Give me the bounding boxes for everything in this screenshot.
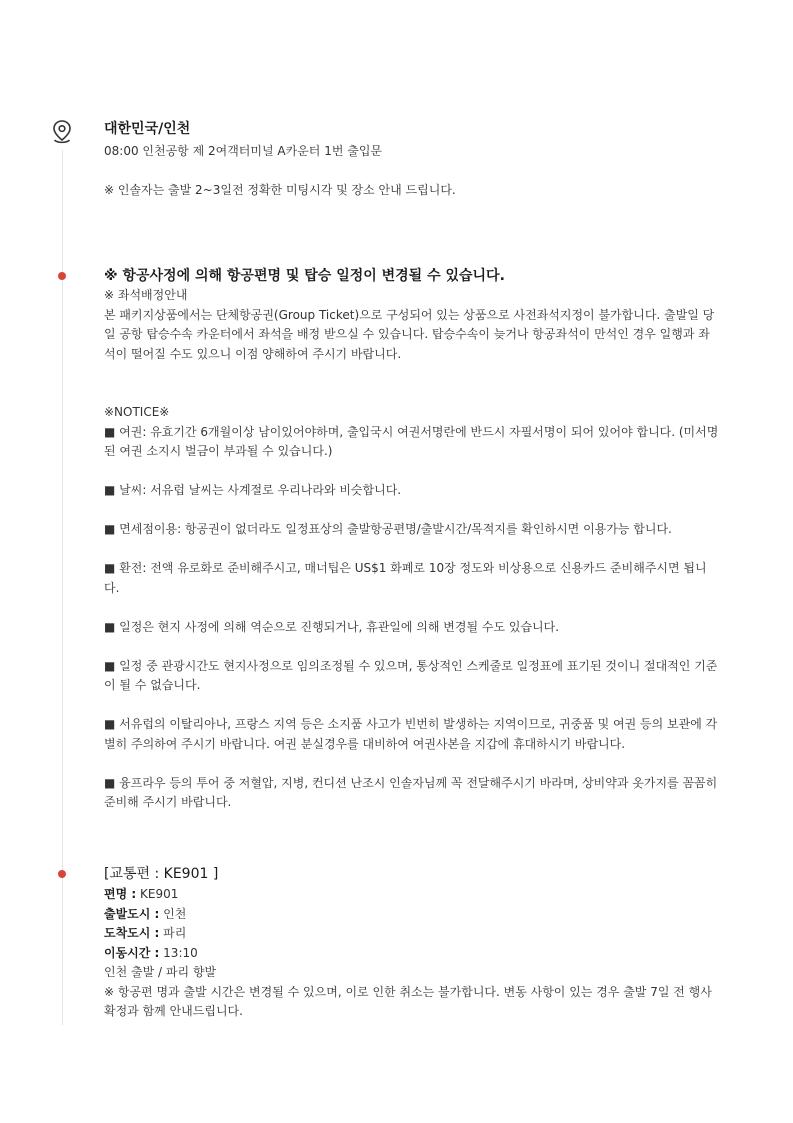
arrival-city-label: 도착도시 :: [104, 926, 160, 940]
notice-item-line: ■ 일정은 현지 사정에 의해 역순으로 진행되거나, 휴관일에 의해 변경될 수도 있습니다.: [104, 619, 560, 634]
flight-number-value: KE901: [136, 887, 179, 901]
notice-item-weather: [104, 481, 749, 501]
notice-item-line: 별히 주의하여 주시기 바랍니다. 여권 분실경우를 대비하여 여권사본을 지갑에 휴대하시기 바랍니다.: [104, 736, 626, 751]
transport-section: [104, 863, 749, 1022]
transport-note-line: ※ 항공편 명과 출발 시간은 변경될 수 있으며, 이로 인한 취소는 불가합니다. 변동 사항이 있는 경우 출발 7일 전 행사: [104, 984, 712, 999]
seat-line: 석이 떨어질 수도 있으니 이점 양해하여 주시기 바랍니다.: [104, 346, 402, 361]
arrival-city-value: 파리: [159, 926, 187, 940]
departure-city-label: 출발도시 :: [104, 906, 160, 921]
notice-item-line: ■ 융프라우 등의 투어 중 저혈압, 지병, 컨디션 난조시 인솔자님께 꼭 전달해주시기 바라며, 상비약과 옷가지를 꼼꼼히: [104, 775, 718, 790]
departure-city-value: 인천: [159, 906, 187, 921]
seat-line: 일 공항 탑승수속 카운터에서 좌석을 배정 받으실 수 있습니다. 탑승수속이 늦거나 항공좌석이 만석인 경우 일행과 좌: [104, 327, 710, 341]
departure-city-row: [104, 905, 749, 925]
notice-item-schedule: [104, 618, 749, 638]
travel-time-label: 이동시간 :: [104, 945, 160, 960]
notice-heading: ※NOTICE※: [104, 405, 170, 419]
seat-heading: ※ 좌석배정안내: [104, 288, 188, 302]
notice-item-line: ■ 날씨: 서유럽 날씨는 사계절로 우리나라와 비슷합니다.: [104, 483, 402, 497]
notice-item-line: 이 될 수 없습니다.: [104, 678, 201, 692]
notice-item-line: 다.: [104, 580, 120, 595]
travel-time-row: [104, 944, 749, 964]
notice-item-line: ■ 여권: 유효기간 6개월이상 남이있어야하며, 출입국시 여권서명란에 반드시 자필서명이 되어 있어야 합니다. (미서명: [104, 424, 719, 439]
timeline-dot-notice: [58, 272, 66, 280]
notice-item-line: ■ 서유럽의 이탈리아나, 프랑스 지역 등은 소지품 사고가 빈번히 발생하는 지역이므로, 귀중품 및 여권 등의 보관에 각: [104, 717, 718, 731]
arrival-city-row: [104, 924, 749, 944]
notice-item-line: ■ 환전: 전액 유로화로 준비해주시고, 매너팁은 US$1 화폐로 10장 정도와 비상용으로 신용카드 준비해주시면 됩니: [104, 561, 707, 575]
notice-item-line: ■ 일정 중 관광시간도 현지사정으로 임의조정될 수 있으며, 통상적인 스케줄로 일정표에 표기된 것이니 절대적인 기준: [104, 658, 718, 673]
location-title: 대한민국/인천: [104, 121, 191, 137]
travel-time-value: 13:10: [159, 945, 198, 960]
transport-note-line: 확정과 함께 안내드립니다.: [104, 1004, 243, 1018]
notice-item-exchange: [104, 559, 749, 598]
notice-item-line: 된 여권 소지시 벌금이 부과될 수 있습니다.): [104, 444, 333, 458]
notice-item-dutyfree: [104, 520, 749, 540]
timeline-line: [62, 150, 63, 1025]
notice-item-line: 준비해 주시기 바랍니다.: [104, 795, 232, 809]
notice-item-line: ■ 면세점이용: 항공권이 없더라도 일정표상의 출발항공편명/출발시간/목적지를 확인하시면 이용가능 합니다.: [104, 522, 672, 536]
notice-item-theft: [104, 715, 749, 754]
route-info: 인천 출발 / 파리 향발: [104, 965, 217, 979]
notice-section: [104, 266, 749, 813]
meeting-note: ※ 인솔자는 출발 2~3일전 정확한 미팅시각 및 장소 안내 드립니다.: [104, 182, 456, 197]
flight-number-label: 편명 :: [104, 887, 137, 901]
timeline-dot-transport: [58, 870, 66, 878]
meeting-info: 08:00 인천공항 제 2여객터미널 A카운터 1번 출입문: [104, 144, 383, 158]
notice-item-tour-time: [104, 657, 749, 696]
transport-title: [교통편 : KE901 ]: [104, 866, 219, 882]
location-section: [104, 119, 749, 200]
notice-item-jungfrau: [104, 774, 749, 813]
notice-item-passport: [104, 423, 749, 462]
map-pin-icon: [51, 119, 73, 145]
flight-number-row: [104, 885, 749, 905]
seat-line: 본 패키지상품에서는 단체항공권(Group Ticket)으로 구성되어 있는 상품으로 사전좌석지정이 불가합니다. 출발일 당: [104, 307, 715, 322]
notice-title: ※ 항공사정에 의해 항공편명 및 탑승 일정이 변경될 수 있습니다.: [104, 268, 505, 284]
